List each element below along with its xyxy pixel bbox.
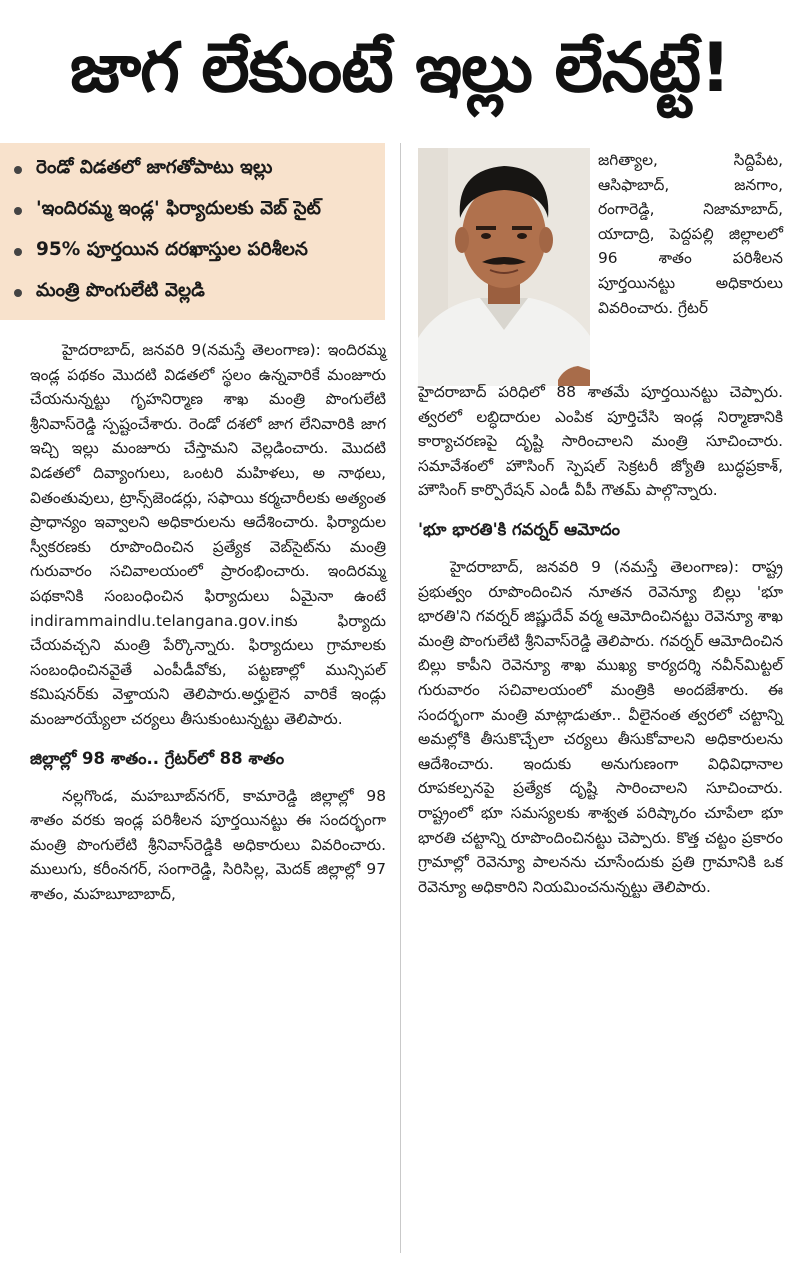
- headline: జాగ లేకుంటే ఇల్లు లేనట్టే!: [69, 29, 731, 108]
- highlight-text: 95% పూర్తయిన దరఖాస్తుల పరిశీలన: [36, 239, 308, 260]
- highlight-item: [14, 149, 377, 190]
- right-column: [418, 380, 783, 899]
- article-paragraph: హైదరాబాద్ పరిధిలో 88 శాతమే పూర్తయినట్టు చెప్పారు. త్వరలో లబ్ధిదారుల ఎంపిక పూర్తిచేసి ఇండ్ల నిర్మాణానికి కార్యాచరణపై దృష్టి సారించాలని మంత్రి సూచించారు. సమావేశంలో హౌసింగ్ స్పెషల్ సెక్రటరీ జ్యోతి బుద్ధప్రకాశ్, హౌసింగ్ కార్పొరేషన్ ఎండీ వీపీ గౌతమ్ పాల్గొన్నారు.: [418, 383, 783, 500]
- right-column-top: [598, 148, 783, 320]
- article-paragraph: నల్లగొండ, మహబూబ్‌నగర్, కామారెడ్డి జిల్లాల్లో 98 శాతం వరకు ఇండ్ల పరిశీలన పూర్తయినట్టు ఈ సందర్భంగా మంత్రి పొంగులేటి శ్రీనివాస్‌రెడ్డికి అధికారులు వివరించారు. ములుగు, కరీంనగర్, సంగారెడ్డి, సిరిసిల్ల, మెదక్ జిల్లాల్లో 97 శాతం, మహబూబాబాద్,: [30, 786, 386, 903]
- subheading: జిల్లాల్లో 98 శాతం.. గ్రేటర్‌లో 88 శాతం: [30, 748, 285, 768]
- bullet-icon: [14, 207, 22, 215]
- portrait-image: [418, 148, 590, 386]
- highlight-text: 'ఇందిరమ్మ ఇండ్ల' ఫిర్యాదులకు వెబ్ సైట్: [36, 198, 321, 219]
- highlight-item: [14, 190, 377, 231]
- highlight-text: మంత్రి పొంగులేటి వెల్లడి: [36, 280, 205, 301]
- highlights-box: [0, 143, 385, 320]
- article-paragraph: జగిత్యాల, సిద్దిపేట, ఆసిఫాబాద్, జనగాం, రంగారెడ్డి, నిజామాబాద్, యాదాద్రి, పెద్దపల్లి జిల్లాలలో 96 శాతం పరిశీలన పూర్తయినట్టు అధికారులు వివరించారు. గ్రేటర్: [598, 151, 783, 317]
- bullet-icon: [14, 248, 22, 256]
- highlight-text: రెండో విడతలో జాగతోపాటు ఇల్లు: [36, 157, 273, 178]
- left-column: [30, 338, 386, 906]
- bullet-icon: [14, 166, 22, 174]
- subheading: 'భూ భారతి'కి గవర్నర్ ఆమోదం: [418, 519, 620, 539]
- article-paragraph: హైదరాబాద్, జనవరి 9(నమస్తే తెలంగాణ): ఇందిరమ్మ ఇండ్ల పథకం మొదటి విడతలో స్థలం ఉన్నవారికే మంజూరు చేయనున్నట్టు గృహనిర్మాణ శాఖ మంత్రి పొంగులేటి శ్రీనివాస్‌రెడ్డి స్పష్టంచేశారు. రెండో దశలో జాగ లేనివారికి జాగ ఇచ్చి ఇల్లు మంజూరు చేస్తామని వెల్లడించారు. మొదటి విడతలో దివ్యాంగులు, ఒంటరి మహిళలు, అ నాథలు, వితంతువులు, ట్రాన్స్‌జెండర్లు, సఫాయి కర్మచారీలకు అత్యంత ప్రాధాన్యం ఇవ్వాలని అధికారులను ఆదేశించారు. ఫిర్యాదుల స్వీకరణకు రూపొందించిన ప్రత్యేక వెబ్‌సైట్‌ను మంత్రి గురువారం సచివాలయంలో ప్రారంభించారు. ఇందిరమ్మ పథకానికి సంబంధించిన ఫిర్యాదులు ఏమైనా ఉంటే indirammaindlu.telangana.gov.inకు ఫిర్యాదు చేయవచ్చని మంత్రి పేర్కొన్నారు. ఫిర్యాదులు గ్రామాలకు సంబంధించినవైతే ఎంపీడీవోకు, పట్టణాల్లో మున్సిపల్ కమిషనర్‌కు వెళ్తాయని తెలిపారు.అర్హులైన వారికే ఇండ్లు మంజూరయ్యేలా చర్యలు తీసుకుంటున్నట్టు తెలిపారు.: [30, 341, 386, 728]
- highlight-item: [14, 272, 377, 313]
- highlight-item: [14, 231, 377, 272]
- bullet-icon: [14, 289, 22, 297]
- column-divider: [400, 143, 401, 1253]
- article-paragraph: హైదరాబాద్, జనవరి 9 (నమస్తే తెలంగాణ): రాష్ట్ర ప్రభుత్వం రూపొందించిన నూతన రెవెన్యూ బిల్లు 'భూ భారతి'ని గవర్నర్ జిష్ణుదేవ్ వర్మ ఆమోదించినట్టు రెవెన్యూ శాఖ మంత్రి పొంగులేటి శ్రీనివాస్‌రెడ్డి తెలిపారు. గవర్నర్ ఆమోదించిన బిల్లు కాపీని రెవెన్యూ శాఖ ముఖ్య కార్యదర్శి నవీన్‌మిట్టల్ గురువారం సచివాలయంలో మంత్రికి అందజేశారు. ఈ సందర్భంగా మంత్రి మాట్లాడుతూ.. వీలైనంత త్వరలో చట్టాన్ని అమల్లోకి తీసుకొచ్చేలా చర్యలు తీసుకోవాలని అధికారులను ఆదేశించారు. ఇందుకు అనుగుణంగా విధివిధానాల రూపకల్పనపై ప్రత్యేక దృష్టి సారించాలని సూచించారు. రాష్ట్రంలో భూ సమస్యలకు శాశ్వత పరిష్కారం చూపేలా భూ భారతి చట్టాన్ని రూపొందించినట్టు చెప్పారు. కొత్త చట్టం ప్రకారం గ్రామాల్లో రెవెన్యూ పాలనను చూసేందుకు ప్రతి గ్రామానికి ఒక రెవెన్యూ అధికారిని నియమించనున్నట్టు తెలిపారు.: [418, 557, 783, 896]
- minister-photo: [418, 148, 590, 386]
